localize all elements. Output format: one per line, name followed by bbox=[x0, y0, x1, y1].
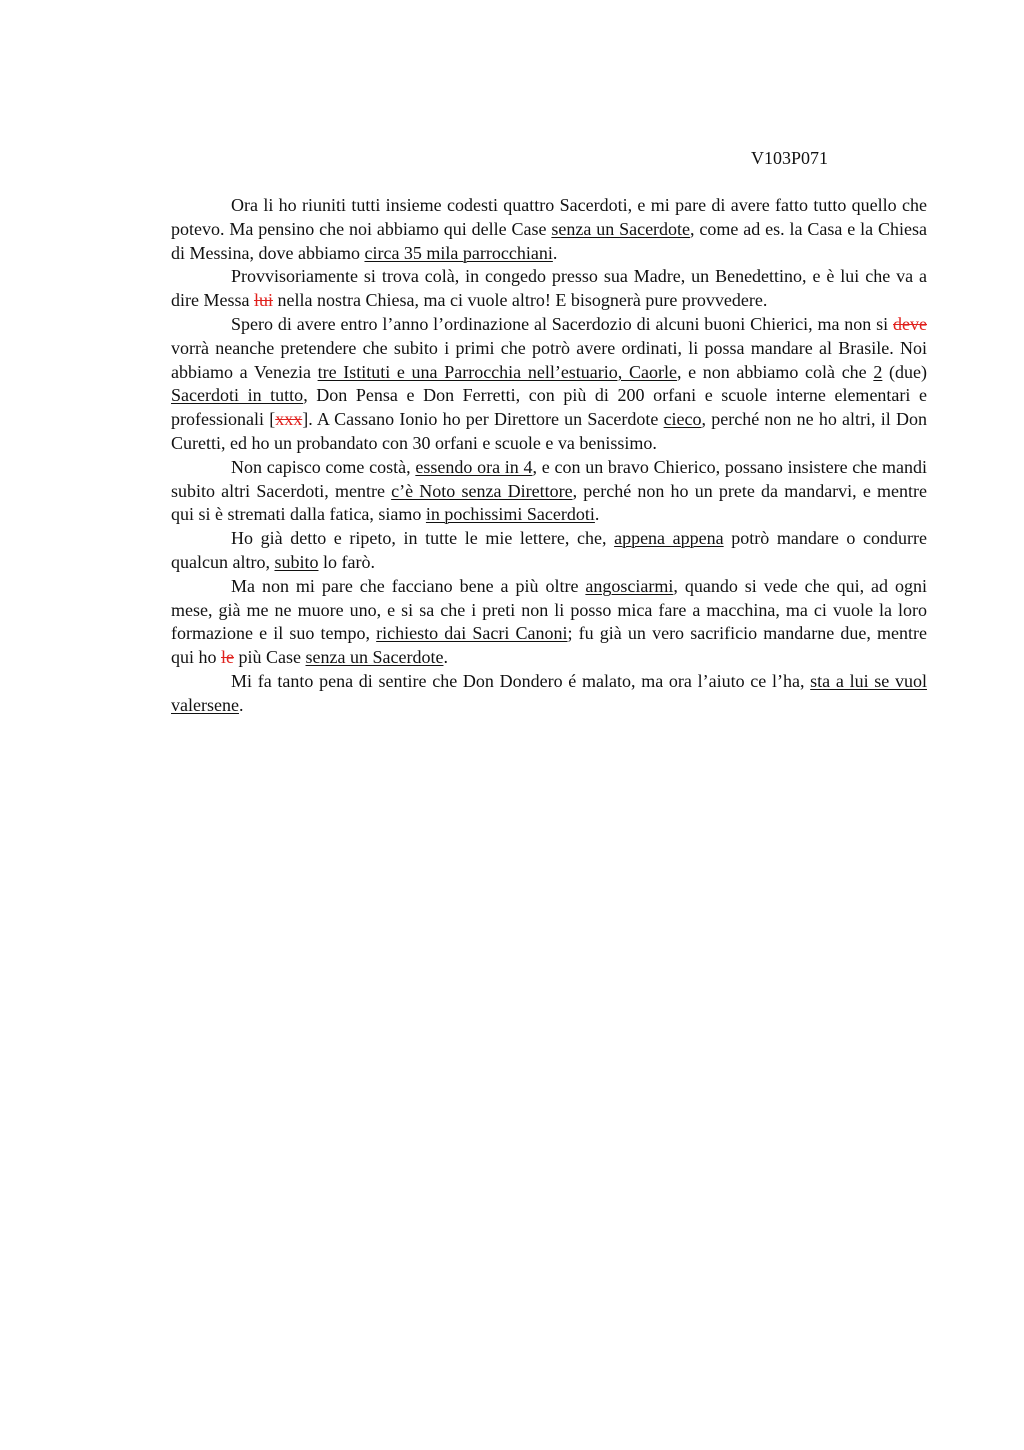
text-run: nella nostra Chiesa, ma ci vuole altro! E bisognerà pure provvedere. bbox=[273, 290, 768, 311]
underlined-text: in pochissimi Sacerdoti bbox=[425, 504, 595, 525]
underlined-text: essendo ora in 4 bbox=[415, 456, 533, 477]
paragraph bbox=[171, 265, 927, 313]
text-run: più Case bbox=[234, 647, 306, 668]
text-run: Non capisco come costà, bbox=[231, 456, 416, 477]
paragraph bbox=[171, 313, 927, 456]
text-run: Provvisoriamente si trova colà, in congedo presso sua Madre, un Benedettino, e è lui che va a dire Messa bbox=[171, 266, 927, 311]
text-run: , perché non ne ho altri, il Don Curetti, ed ho un probandato con 30 orfani e scuole e va benissimo. bbox=[171, 409, 927, 453]
deleted-text: xxx bbox=[275, 409, 303, 430]
underlined-text: circa 35 mila parrocchiani bbox=[364, 242, 553, 263]
paragraph bbox=[171, 456, 927, 527]
underlined-text: tre Istituti e una Parrocchia nell’estuario, Caorle bbox=[317, 361, 677, 382]
deleted-text: lui bbox=[253, 290, 273, 311]
text-run: . bbox=[443, 647, 448, 668]
paragraph bbox=[171, 670, 927, 718]
text-run: Mi fa tanto pena di sentire che Don Dondero é malato, ma ora l’aiuto ce l’ha, bbox=[231, 670, 811, 691]
deleted-text: le bbox=[221, 647, 235, 668]
underlined-text: senza un Sacerdote bbox=[305, 647, 444, 668]
text-run: Ma non mi pare che facciano bene a più oltre bbox=[231, 575, 586, 596]
underlined-text: appena appena bbox=[614, 528, 724, 549]
text-run: (due) bbox=[882, 361, 927, 382]
paragraph bbox=[171, 527, 927, 575]
text-run: . bbox=[552, 242, 558, 263]
underlined-text: sta a lui se vuol valersene bbox=[171, 670, 927, 715]
deleted-text: deve bbox=[893, 313, 927, 334]
text-run: vorrà neanche pretendere che subito i primi che potrò avere ordinati, li possa mandare al Brasile. Noi abbiamo a Venezia bbox=[171, 337, 927, 382]
text-run: . bbox=[238, 694, 244, 715]
text-run: potrò mandare o condurre qualcun altro, bbox=[171, 528, 927, 572]
text-run: , e non abbiamo colà che bbox=[676, 361, 874, 382]
underlined-text: senza un Sacerdote bbox=[551, 218, 691, 239]
text-run: Ora li ho riuniti tutti insieme codesti quattro Sacerdoti, e mi pare di avere fatto tutto quello che potevo. Ma pensino che noi abbiamo qui delle Case bbox=[171, 195, 927, 239]
text-run: , e con un bravo Chierico, possano insistere che mandi subito altri Sacerdoti, mentre bbox=[171, 456, 927, 501]
underlined-text: Sacerdoti in tutto bbox=[171, 385, 304, 406]
paragraph bbox=[171, 575, 927, 670]
paragraph bbox=[171, 194, 927, 265]
underlined-text: c’è Noto senza Direttore bbox=[391, 480, 573, 501]
document-reference-code: V103P071 bbox=[751, 148, 829, 168]
text-run: , quando si vede che qui, ad ogni mese, già me ne muore uno, e si sa che i preti non li posso mica fare a macchina, ma ci vuole la loro formazione e il suo tempo, bbox=[171, 575, 927, 644]
letter-body bbox=[171, 194, 927, 718]
underlined-text: subito bbox=[274, 551, 319, 572]
text-run: , come ad es. la Casa e la Chiesa di Messina, dove abbiamo bbox=[171, 218, 927, 263]
underlined-text: 2 bbox=[873, 361, 883, 382]
text-run: ]. A Cassano Ionio ho per Direttore un Sacerdote bbox=[302, 409, 664, 430]
underlined-text: richiesto dai Sacri Canoni bbox=[376, 623, 568, 644]
text-run: Spero di avere entro l’anno l’ordinazione al Sacerdozio di alcuni buoni Chierici, ma non si bbox=[231, 313, 894, 334]
text-run: , perché non ho un prete da mandarvi, e mentre qui si è stremati dalla fatica, siamo bbox=[171, 480, 927, 525]
underlined-text: angosciarmi bbox=[585, 575, 674, 596]
text-run: ; fu già un vero sacrificio mandarne due, mentre qui ho bbox=[171, 623, 928, 668]
text-run: , Don Pensa e Don Ferretti, con più di 200 orfani e scuole interne elementari e professionali [ bbox=[171, 385, 928, 430]
text-run: lo farò. bbox=[318, 551, 375, 572]
text-run: . bbox=[594, 504, 600, 525]
underlined-text: cieco bbox=[663, 409, 702, 430]
text-run: Ho già detto e ripeto, in tutte le mie lettere, che, bbox=[231, 528, 615, 549]
